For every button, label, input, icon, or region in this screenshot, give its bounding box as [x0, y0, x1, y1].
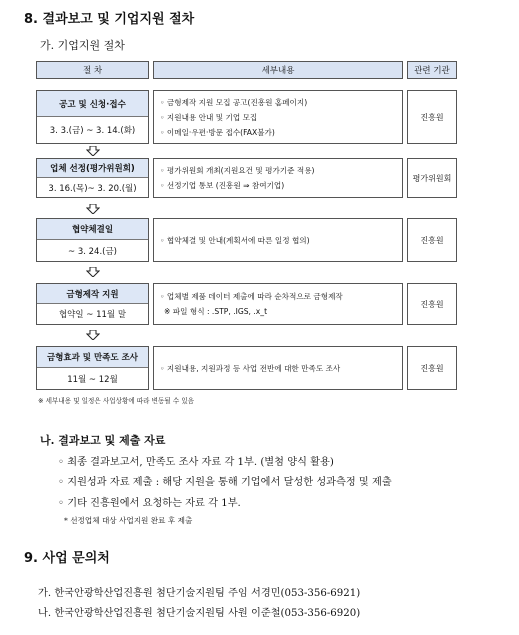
step-org-5: 진흥원: [407, 346, 457, 390]
detail-line: ◦ 평가위원회 개최(지원요건 및 평가기준 적용): [160, 166, 315, 175]
detail-line: ◦ 업체별 제품 데이터 제출에 따라 순차적으로 금형제작: [160, 292, 343, 301]
detail-line: ※ 파일 형식 : .STP, .IGS, .x_t: [164, 307, 268, 316]
step-org-4: 진흥원: [407, 283, 457, 325]
submission-item: ◦ 지원성과 자료 제출 : 해당 지원을 통해 기업에서 달성한 성과측정 및 제출: [58, 477, 392, 488]
step-date: 협약일 ~ 11월 말: [58, 310, 127, 320]
step-box-4: [36, 283, 149, 325]
step-content-2: [153, 158, 403, 198]
contact-line: 가. 한국안광학산업진흥원 첨단기술지원팀 주임 서경민(053-356-6921): [38, 588, 361, 599]
submission-item: ◦ 기타 진흥원에서 요청하는 자료 각 1부.: [58, 498, 241, 509]
step-title: 금형효과 및 만족도 조사: [37, 347, 148, 368]
step-box-1: [36, 90, 149, 144]
sub-a-title: 가. 기업지원 절차: [40, 39, 125, 52]
down-arrow-icon: [86, 146, 100, 156]
detail-line: ◦ 이메일·우편·방문 접수(FAX불가): [160, 127, 275, 137]
section-8-title: 8. 결과보고 및 기업지원 절차: [24, 12, 195, 27]
down-arrow-icon: [86, 330, 100, 340]
detail-line: ◦ 선정기업 통보 (진흥원 ⇒ 참여기업): [160, 181, 285, 190]
header-step: 절 차: [36, 61, 149, 79]
contact-line: 나. 한국안광학산업진흥원 첨단기술지원팀 사원 이준철(053-356-6920): [38, 608, 361, 619]
step-box-5: [36, 346, 149, 390]
header-content: 세부내용: [153, 61, 403, 79]
step-content-1: [153, 90, 403, 144]
step-content-4: [153, 283, 403, 325]
detail-line: ◦ 지원내용, 지원과정 등 사업 전반에 대한 만족도 조사: [160, 363, 341, 373]
section-9-title: 9. 사업 문의처: [24, 551, 110, 566]
step-title: 협약체결일: [37, 219, 148, 240]
step-date: ~ 3. 24.(금): [68, 246, 117, 257]
step-date: 11월 ~ 12월: [67, 374, 118, 385]
step-box-2: [36, 158, 149, 198]
step-org-1: 진흥원: [407, 90, 457, 144]
step-date: 3. 16.(목)~ 3. 20.(월): [48, 183, 137, 194]
step-content-5: [153, 346, 403, 390]
step-title: 공고 및 신청·접수: [37, 91, 148, 117]
step-title: 금형제작 지원: [37, 284, 148, 304]
header-org: 관련 기관: [407, 61, 457, 79]
step-org-2: 평가위원회: [407, 158, 457, 198]
sub-b-title: 나. 결과보고 및 제출 자료: [40, 434, 166, 447]
down-arrow-icon: [86, 204, 100, 214]
detail-line: ◦ 지원내용 안내 및 기업 모집: [160, 112, 258, 122]
step-date: 3. 3.(금) ~ 3. 14.(화): [49, 126, 136, 136]
submission-item: ◦ 최종 결과보고서, 만족도 조사 자료 각 1부. (별첨 양식 활용): [58, 457, 334, 468]
step-org-3: 진흥원: [407, 218, 457, 262]
step-content-3: [153, 218, 403, 262]
step-title: 업체 선정(평가위원회): [37, 159, 148, 178]
detail-line: ◦ 금형제작 지원 모집 공고(진흥원 홈페이지): [160, 97, 308, 107]
step-box-3: [36, 218, 149, 262]
table-note: ※ 세부내용 및 일정은 사업상황에 따라 변동될 수 있음: [38, 397, 195, 405]
submission-note: * 선정업체 대상 사업지원 완료 후 제출: [64, 516, 193, 525]
detail-line: ◦ 협약체결 및 안내(계획서에 따른 일정 협의): [160, 235, 310, 245]
down-arrow-icon: [86, 267, 100, 277]
